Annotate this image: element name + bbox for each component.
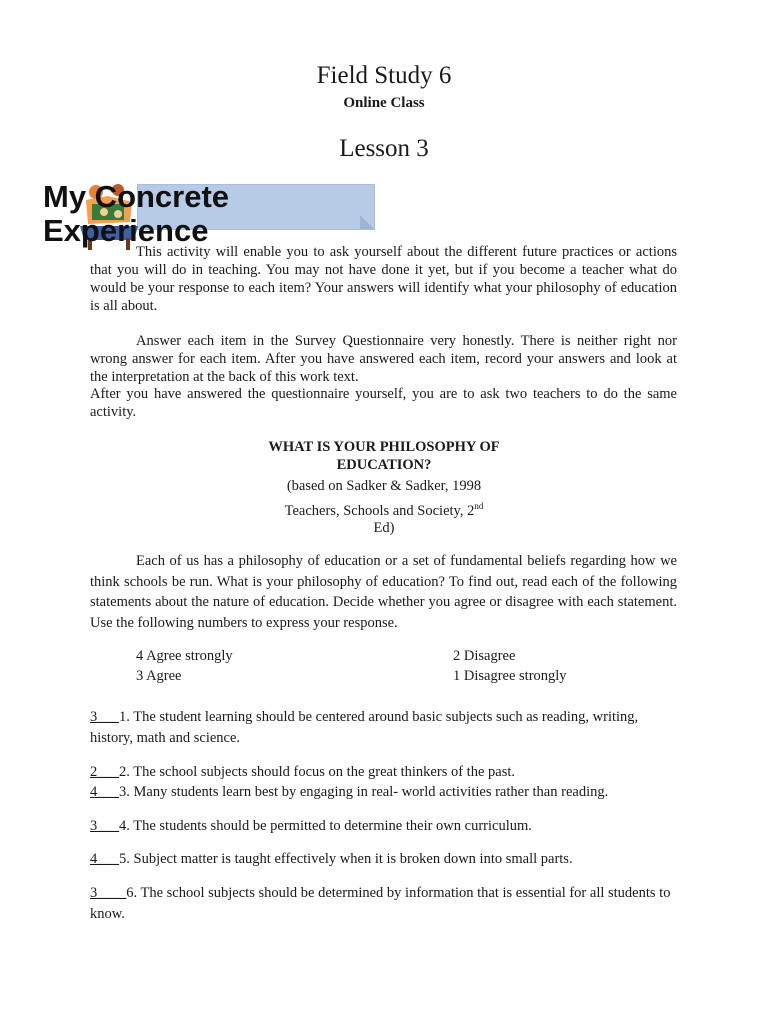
survey-item [90,883,680,925]
answer-value: 3 [90,818,98,834]
item-text: 2. The school subjects should focus on the great thinkers of the past. [119,764,515,780]
survey-item [90,762,680,783]
survey-instructions: Each of us has a philosophy of education or a set of fundamental beliefs regarding how we think schools be run. What is your philosophy of education? To find out, read each of the following statements about the nature of education. Decide whether you agree or disagree with each statement. Use the following numbers to express your response. [90,553,677,632]
banner-title-line2: Experience [43,213,209,248]
intro-paragraph-1: This activity will enable you to ask yourself about the different future practices or actions that you will do in teaching. You may not have done it yet, but if you become a teacher what do would be your response to each item? Your answers will identify what your philosophy of education is all about. [90,244,677,314]
item-answer [90,818,119,834]
item-text: 6. The school subjects should be determined by information that is essential for all students to know. [90,885,671,922]
item-text: 5. Subject matter is taught effectively when it is broken down into small parts. [119,851,573,867]
answer-value: 2 [90,764,98,780]
item-answer [90,709,119,725]
item-text: 1. The student learning should be centered around basic subjects such as reading, writing, history, math and science. [90,709,639,746]
scale-disagree-strongly: 1 Disagree strongly [453,668,567,684]
document-title: Field Study 6 [316,62,452,89]
answer-value: 4 [90,851,98,867]
answer-blank: ___ [97,764,119,780]
lesson-heading: Lesson 3 [339,135,429,162]
item-answer [90,885,126,901]
survey-source-superscript: nd [474,501,484,511]
survey-source-text: Teachers, Schools and Society, 2 [284,502,475,519]
intro-paragraph-2: Answer each item in the Survey Questionnaire very honestly. There is neither right nor wrong answer for each item. After you have answered each item, record your answers and look at the interpretation at the back of this work text. [90,333,677,385]
survey-item [90,707,680,749]
scale-disagree: 2 Disagree [453,648,516,664]
scale-agree-strongly: 4 Agree strongly [136,648,233,664]
answer-blank: ___ [97,818,119,834]
answer-value: 3 [90,885,98,901]
survey-heading-line2: EDUCATION? [336,457,432,473]
banner-title [43,180,383,248]
survey-source-line1: (based on Sadker & Sadker, 1998 [286,478,482,494]
survey-source-line3: Ed) [373,520,395,536]
answer-blank: ____ [97,885,127,901]
item-text: 3. Many students learn best by engaging in real- world activities rather than reading. [119,784,609,800]
item-answer [90,764,119,780]
scale-agree: 3 Agree [136,668,182,684]
answer-value: 3 [90,709,98,725]
document-subtitle: Online Class [343,95,425,111]
item-answer [90,851,119,867]
survey-item [90,816,680,837]
survey-source-line2 [0,497,768,520]
answer-blank: ___ [97,851,119,867]
item-answer [90,784,119,800]
answer-blank: ___ [97,784,119,800]
intro-paragraph-3: After you have answered the questionnaire yourself, you are to ask two teachers to do the same activity. [90,386,677,420]
survey-item [90,849,680,870]
survey-item [90,782,680,803]
answer-value: 4 [90,784,98,800]
survey-heading-line1: WHAT IS YOUR PHILOSOPHY OF [268,439,500,455]
item-text: 4. The students should be permitted to determine their own curriculum. [119,818,532,834]
banner-title-line1: My Concrete [43,179,230,214]
answer-blank: ___ [97,709,119,725]
